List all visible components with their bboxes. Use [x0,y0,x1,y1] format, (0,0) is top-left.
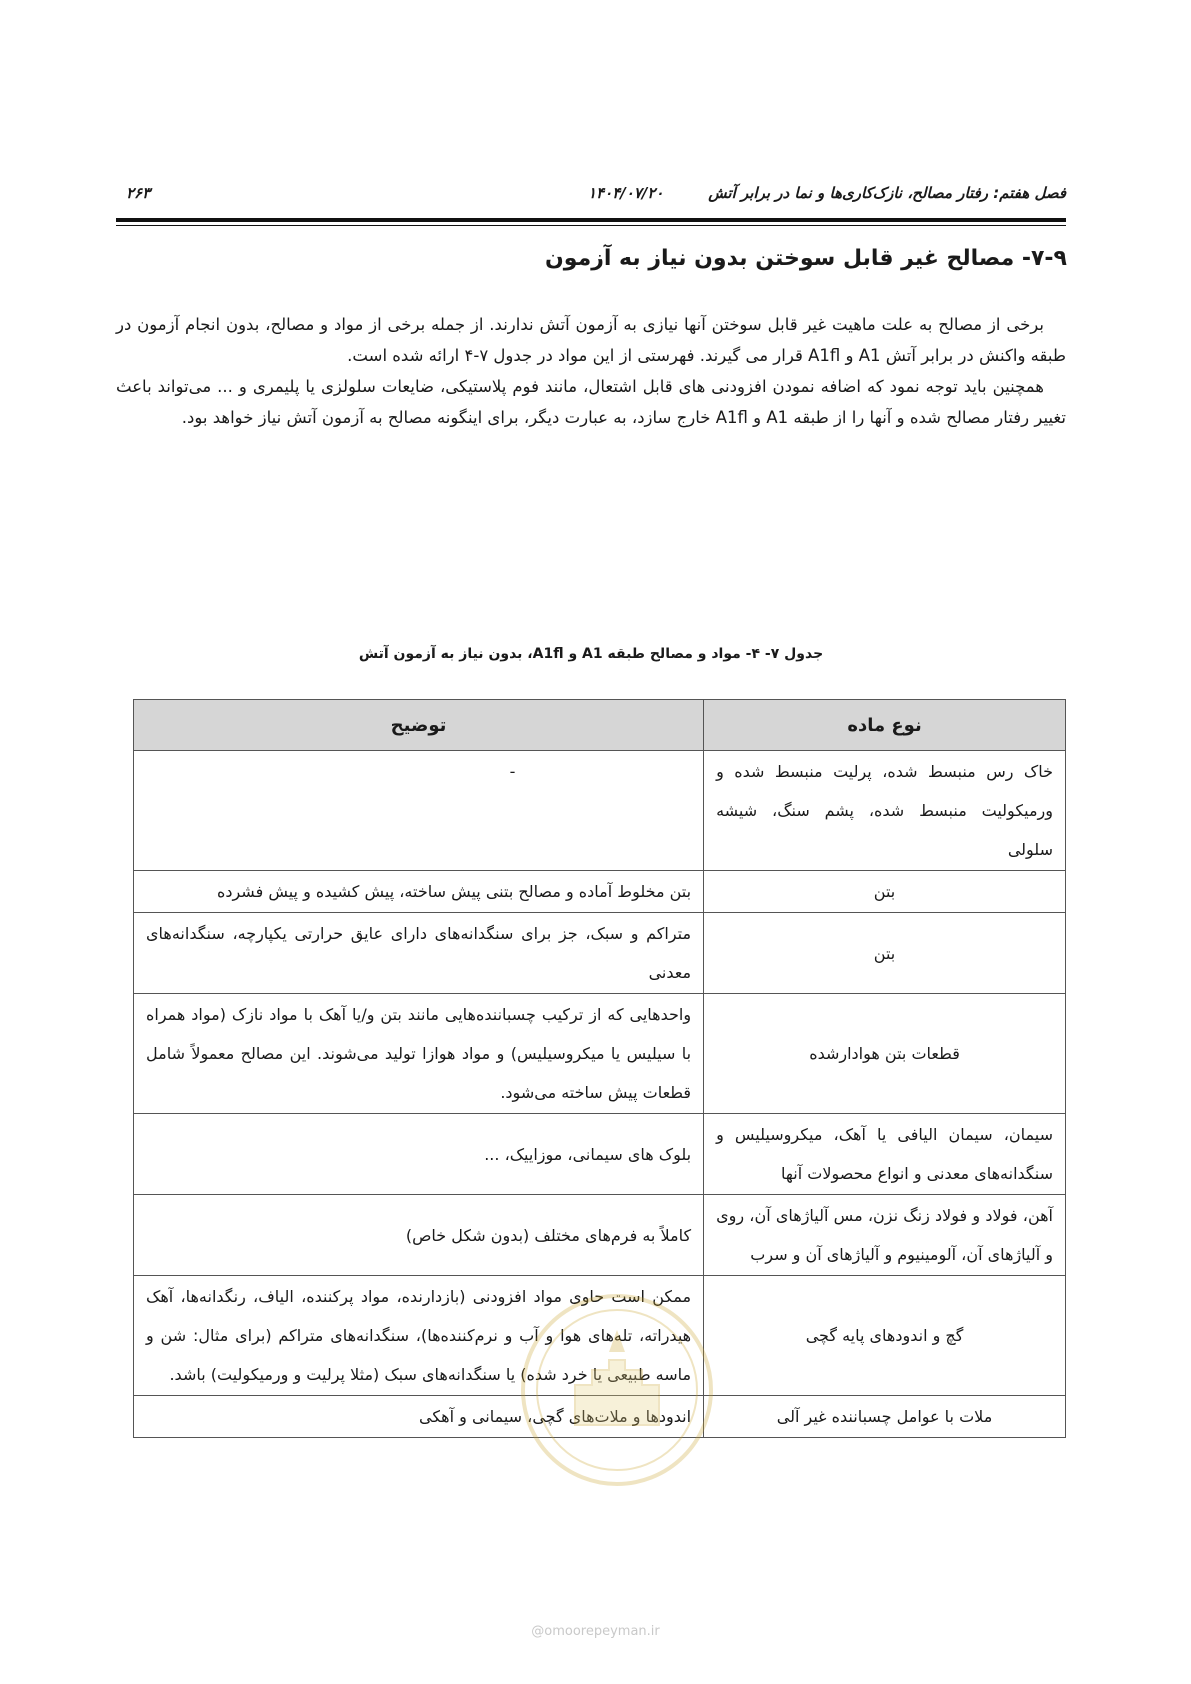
running-header [118,178,1066,208]
description-cell: اندودها و ملات‌های گچی، سیمانی و آهکی [134,1396,704,1438]
table-row [134,871,1066,913]
header-material-type: نوع ماده [704,700,1066,751]
header-date: ۱۴۰۴/۰۷/۲۰ [588,184,664,202]
table-caption: جدول ۷- ۴- مواد و مصالح طبقه A1 و A1fl، بدون نیاز به آزمون آتش [358,646,824,662]
material-type-cell: خاک رس منبسط شده، پرلیت منبسط شده و ورمیکولیت منبسط شده، پشم سنگ، شیشه سلولی [704,751,1066,871]
table-row [134,913,1066,994]
table-row [134,1195,1066,1276]
page-number: ۲۶۳ [126,184,151,202]
table-row [134,1114,1066,1195]
description-cell: ممکن است حاوی مواد افزودنی (بازدارنده، مواد پرکننده، الیاف، رنگدانه‌ها، آهک هیدراته، تله‌های هوا و آب و نرم‌کننده‌ها)، سنگدانه‌های متراکم (برای مثال: شن و ماسه طبیعی یا خرد شده) یا سنگدانه‌های سبک (مثلا پرلیت و ورمیکولیت) باشد. [134,1276,704,1396]
body-text [116,309,1066,433]
description-cell: بلوک های سیمانی، موزاییک، ... [134,1114,704,1195]
header-rule-thick [116,218,1066,222]
paragraph-1: برخی از مصالح به علت ماهیت غیر قابل سوختن آنها نیازی به آزمون آتش ندارند. از جمله برخی از مواد و مصالح، بدون انجام آزمون در طبقه واکنش در برابر آتش A1 و A1fl قرار می گیرند. فهرستی از این مواد در جدول ۷-۴ ارائه شده است. [116,315,1066,365]
table-row [134,1396,1066,1438]
table-row [134,1276,1066,1396]
description-cell: - [134,751,704,871]
watermark-url: @omoorepeyman.ir [531,1624,660,1639]
description-cell: کاملاً به فرم‌های مختلف (بدون شکل خاص) [134,1195,704,1276]
material-type-cell: قطعات بتن هوادارشده [704,994,1066,1114]
description-cell: متراکم و سبک، جز برای سنگدانه‌های دارای عایق حرارتی یکپارچه، سنگدانه‌های معدنی [134,913,704,994]
material-type-cell: سیمان، سیمان الیافی یا آهک، میکروسیلیس و سنگدانه‌های معدنی و انواع محصولات آنها [704,1114,1066,1195]
header-rule-thin [116,225,1066,226]
table-header-row [134,700,1066,751]
table-row [134,994,1066,1114]
description-cell: واحدهایی که از ترکیب چسباننده‌هایی مانند بتن و/یا آهک با مواد نازک (مواد همراه با سیلیس یا میکروسیلیس) و مواد هوازا تولید می‌شوند. این مصالح معمولاً شامل قطعات پیش ساخته می‌شود. [134,994,704,1114]
material-type-cell: گچ و اندودهای پایه گچی [704,1276,1066,1396]
table-row [134,751,1066,871]
section-heading: ۷-۹- مصالح غیر قابل سوختن بدون نیاز به آزمون [545,246,1067,271]
chapter-title: فصل هفتم: رفتار مصالح، نازک‌کاری‌ها و نما در برابر آتش [708,184,1066,202]
material-type-cell: آهن، فولاد و فولاد زنگ نزن، مس آلیاژهای آن، روی و آلیاژهای آن، آلومینیوم و آلیاژهای آن و سرب [704,1195,1066,1276]
materials-table [133,699,1066,1438]
paragraph-2: همچنین باید توجه نمود که اضافه نمودن افزودنی های قابل اشتعال، مانند فوم پلاستیکی، ضایعات سلولزی یا پلیمری و ... می‌تواند باعث تغییر رفتار مصالح شده و آنها را از طبقه A1 و A1fl خارج سازد، به عبارت دیگر، برای اینگونه مصالح به آزمون آتش نیاز خواهد بود. [116,377,1066,427]
material-type-cell: ملات با عوامل چسباننده غیر آلی [704,1396,1066,1438]
header-description: توضیح [134,700,704,751]
description-cell: بتن مخلوط آماده و مصالح بتنی پیش ساخته، پیش کشیده و پیش فشرده [134,871,704,913]
material-type-cell: بتن [704,871,1066,913]
material-type-cell: بتن [704,913,1066,994]
